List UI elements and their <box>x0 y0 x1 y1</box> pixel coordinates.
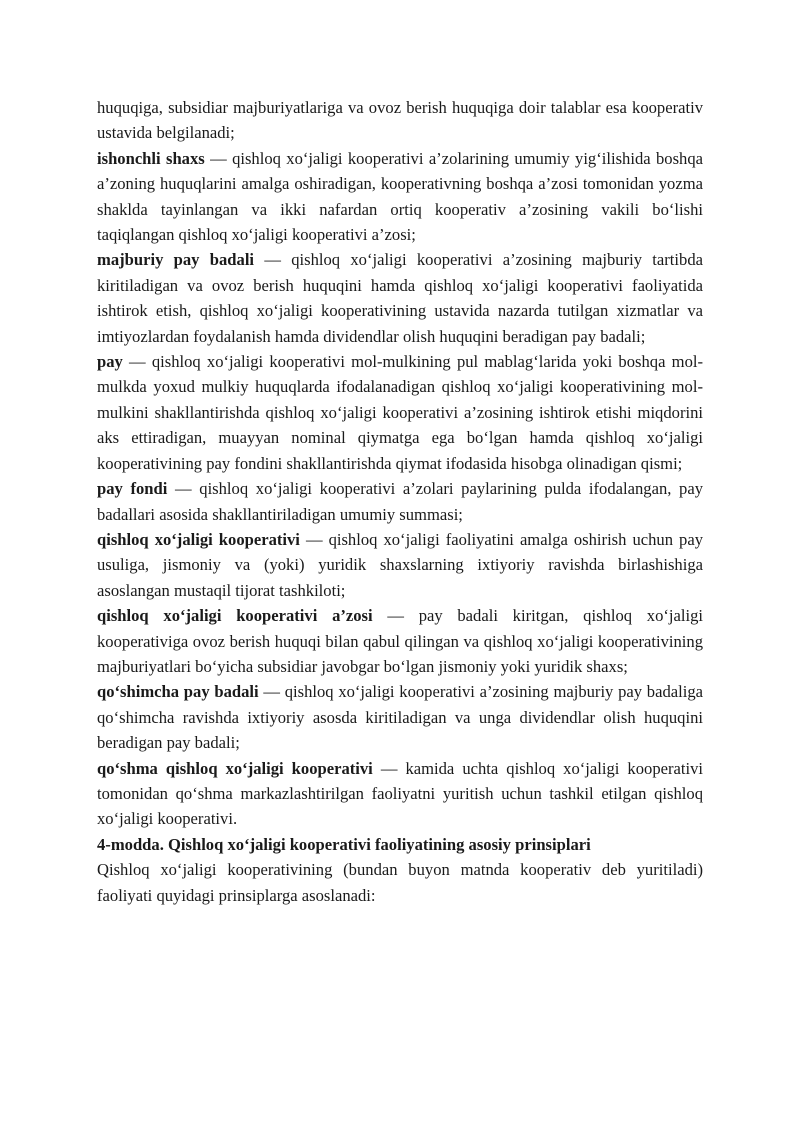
definition-term: pay fondi <box>97 479 168 499</box>
definition-text: huquqiga, subsidiar majburiyatlariga va ovoz berish huquqiga doir talablar esa kooperativ ustavida belgilanadi; <box>97 98 703 143</box>
definition-term: qo‘shimcha pay badali <box>97 682 259 702</box>
definition-term: majburiy pay badali <box>97 250 255 270</box>
paragraph-continuation <box>97 95 703 146</box>
definition-text: — pay badali kiritgan, qishloq xo‘jaligi kooperativiga ovoz berish huquqi bilan qabul qilingan va qishloq xo‘jaligi kooperativining majburiyatlari bo‘yicha subsidiar javobgar bo‘lgan jismoniy yoki yuridik shaxs; <box>97 606 703 676</box>
closing-paragraph: Qishloq xo‘jaligi kooperativining (bundan buyon matnda kooperativ deb yuritiladi) faoliyati quyidagi prinsiplarga asoslanadi: <box>97 860 703 905</box>
definition-pay-fondi <box>97 476 703 527</box>
definition-ishonchli-shaxs <box>97 146 703 248</box>
definition-text: — qishloq xo‘jaligi kooperativi a’zosining majburiy tartibda kiritiladigan va ovoz berish huquqini hamda qishloq xo‘jaligi kooperativi faoliyatida ishtirok etish, qishloq xo‘jaligi kooperativining ustavida nazarda tutilgan xizmatlar va imtiyozlardan foydalanish hamda dividendlar olish huquqini beradigan pay badali; <box>97 250 703 346</box>
definition-term: ishonchli shaxs <box>97 148 205 168</box>
document-page <box>97 95 703 908</box>
definition-qishloq-xojaligi-kooperativi <box>97 527 703 603</box>
definition-text: — qishloq xo‘jaligi kooperativi a’zolarining umumiy yig‘ilishida boshqa a’zoning huquqlarini amalga oshiradigan, kooperativning boshqa a’zosi tomonidan yozma shaklda tayinlangan va ikki nafardan ortiq kooperativ a’zosining vakili bo‘lishi taqiqlangan qishloq xo‘jaligi kooperativi a’zosi; <box>97 148 703 245</box>
definition-qoshma-kooperativ <box>97 756 703 832</box>
definition-majburiy-pay-badali <box>97 247 703 349</box>
definition-term: pay <box>97 352 123 372</box>
definition-qoshimcha-pay-badali <box>97 679 703 755</box>
definition-text: — kamida uchta qishloq xo‘jaligi kooperativi tomonidan qo‘shma markazlashtirilgan faoliyatni yuritish uchun tashkil etilgan qishloq xo‘jaligi kooperativi. <box>97 758 703 829</box>
definition-term: qo‘shma qishloq xo‘jaligi kooperativi <box>97 758 373 778</box>
definition-pay <box>97 349 703 476</box>
definition-term: qishloq xo‘jaligi kooperativi <box>97 529 300 549</box>
definition-text: — qishloq xo‘jaligi kooperativi mol-mulkining pul mablag‘larida yoki boshqa mol-mulkda yoxud mulkiy huquqlarda ifodalanadigan qishloq xo‘jaligi kooperativining mol-mulkini shakllantirishda qishloq xo‘jaligi kooperativi a’zosining ishtirok etishi miqdorini aks ettiradigan, muayyan nominal qiymatga ega bo‘lgan hamda qishloq xo‘jaligi kooperativining pay fondini shakllantirishda qiymat ifodasida hisobga olinadigan qismi; <box>97 352 703 473</box>
definition-term: qishloq xo‘jaligi kooperativi a’zosi <box>97 606 373 626</box>
definition-kooperativ-azosi <box>97 603 703 679</box>
definition-text: — qishloq xo‘jaligi kooperativi a’zosining majburiy pay badaliga qo‘shimcha ravishda ixtiyoriy asosda kiritiladigan va unga dividendlar olish huquqini beradigan pay badali; <box>97 682 704 753</box>
definition-text: — qishloq xo‘jaligi kooperativi a’zolari paylarining pulda ifodalangan, pay badallari asosida shakllantiriladigan umumiy summasi; <box>97 479 703 524</box>
article-heading: 4-modda. Qishloq xo‘jaligi kooperativi faoliyatining asosiy prinsiplari <box>97 834 591 854</box>
definition-text: — qishloq xo‘jaligi faoliyatini amalga oshirish uchun pay usuliga, jismoniy va (yoki) yuridik shaxslarning ixtiyoriy ravishda birlashishiga asoslangan mustaqil tijorat tashkiloti; <box>97 529 704 600</box>
